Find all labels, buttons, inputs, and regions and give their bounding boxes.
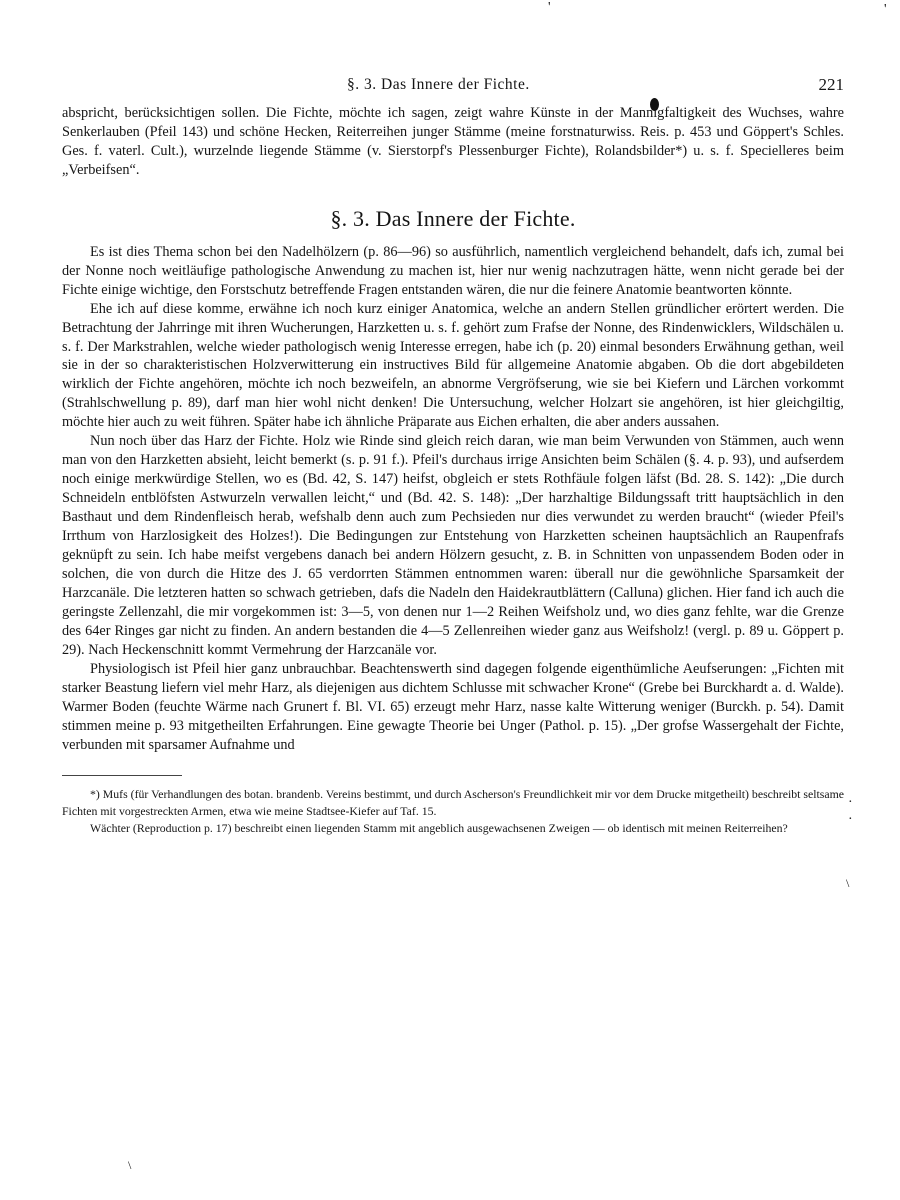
margin-stroke-mark: \ bbox=[846, 876, 850, 890]
margin-dot-mark-2: · bbox=[848, 812, 853, 827]
corner-tick-mark: ' bbox=[884, 2, 887, 17]
margin-dot-mark: · bbox=[848, 795, 853, 810]
page-number: 221 bbox=[818, 75, 844, 94]
footnotes bbox=[62, 786, 844, 837]
paragraph: Es ist dies Thema schon bei den Nadelhölzern (p. 86—96) so ausführlich, namentlich vergleichend behandelt, dafs ich, zumal bei der Nonne noch weitläufige pathologische Anwendung zu machen ist, hier nur wenig nachzutragen hätte, wenn nicht gerade bei der Fichte einige wichtige, den Forstschutz betreffende Fragen entstanden wären, die nur die feinere Anatomie beantworten könnte. bbox=[62, 243, 844, 298]
page-header bbox=[62, 76, 852, 98]
footnote: *) Mufs (für Verhandlungen des botan. brandenb. Vereins bestimmt, und durch Ascherson's Freundlichkeit mir vor dem Drucke mitgetheilt) beschreibt seltsame Fichten mit vorgestreckten Armen, etwa wie meine Stadtsee-Kiefer auf Taf. 15. bbox=[62, 786, 844, 818]
page-body bbox=[62, 104, 844, 837]
paragraph-continuation: abspricht, berücksichtigen sollen. Die Fichte, möchte ich sagen, zeigt wahre Künste in der Mannigfaltigkeit des Wuchses, wahre Senkerlauben (Pfeil 143) und schöne Hecken, Reiterreihen junger Stämme (meine forstnaturwiss. Reis. p. 453 und Göppert's Schles. Ges. f. vaterl. Cult.), wurzelnde liegende Stämme (v. Sierstorpf's Plessenburger Fichte), Rolandsbilder*) u. s. f. Specielleres beim „Verbeifsen“. bbox=[62, 105, 844, 178]
print-tick-mark: ' bbox=[548, 0, 551, 15]
footnote-divider bbox=[62, 775, 182, 776]
paragraph: Nun noch über das Harz der Fichte. Holz wie Rinde sind gleich reich daran, wie man beim Verwunden von Stämmen, auch wenn man von den Harzketten absieht, leicht bemerkt (s. p. 91 f.). Pfeil's durchaus irrige Ansichten beim Schälen (§. 4. p. 93), und aufserdem noch einige merkwürdige Stellen, wo es (Bd. 42, S. 147) heifst, obgleich er stets Rothfäule folgen läfst (Bd. 28. S. 142): „Die durch Schneideln entblöfsten Astwurzeln verwallen leicht,“ und (Bd. 42. S. 148): „Der harzhaltige Bildungssaft tritt hauptsächlich in den Basthaut und dem Rindenfleisch herab, wefshalb denn auch zum Pechsieden nur dies verwundet zu werden braucht“ (wieder Pfeil's Irrthum von Harzlosigkeit des Holzes!). Die Bedingungen zur Entstehung von Harzketten scheinen hauptsächlich an Raupenfrafs geknüpft zu sein. Ich habe meifst vergebens danach bei andern Hölzern gesucht, z. B. in Schnitten von unpassendem Boden oder in solchen, die von durch die Hitze des J. 65 verdorrten Stämmen entnommen waren: überall nur die gewöhnliche Sparsamkeit der Harzcanäle. Die letzteren hatten so schwach getrieben, dafs die Nadeln den Haidekrautblättern (Calluna) glichen. Hier fand ich auch die geringste Zellenzahl, die mir vorgekommen ist: 3—5, von denen nur 1—2 Reihen Weifsholz und, wo dies ganz fehlte, war die Grenze des 64er Ringes gar nicht zu finden. An andern bestanden die 4—5 Zellenreihen wieder ganz aus Weifsholz! (vergl. p. 89 u. Göppert p. 29). Nach Heckenschnitt kommt Vermehrung der Harzcanäle vor. bbox=[62, 433, 844, 658]
paragraph: Physiologisch ist Pfeil hier ganz unbrauchbar. Beachtenswerth sind dagegen folgende eigenthümliche Aeufserungen: „Fichten mit starker Beastung liefern viel mehr Harz, als diejenigen aus dichtem Schlusse mit schwacher Krone“ (Grebe bei Burckhardt a. d. Walde). Warmer Boden (feuchte Wärme nach Grunert f. Bl. VI. 65) erzeugt mehr Harz, nasse kalte Witterung weniger (Burckh. p. 54). Damit stimmen meine p. 93 mitgetheilten Erfahrungen. Eine gewagte Theorie bei Unger (Pathol. p. 15). „Der grofse Wassergehalt der Fichte, verbunden mit sparsamer Aufnahme und bbox=[62, 660, 844, 753]
paragraph: Ehe ich auf diese komme, erwähne ich noch kurz einiger Anatomica, welche an andern Stellen gründlicher erörtert werden. Die Betrachtung der Jahrringe mit ihren Wucherungen, Harzketten u. s. f. gehört zum Frafse der Nonne, des Rindenwicklers, Wildschälen u. s. f. Der Markstrahlen, welche wieder pathologisch wenig Interesse erregen, habe ich (p. 20) einmal besonders Erwähnung gethan, weil sie in der so charakteristischen Holzverwitterung ein instructives Bild für allgemeine Anatomie abgaben. Ob die dort abgebildeten wirklich der Fichte angehören, möchte ich noch bezweifeln, an abnorme Vergröfserung, wie sie bei Kiefern und Lärchen vorkommt (Strahlschwellung p. 89), darf man hier wohl nicht denken! Die Untersuchung, welcher Holzart sie angehören, ist hier gleichgiltig, möchte hier auch zu weit führen. Später habe ich ähnliche Präparate aus Eichen erhalten, die aber anders aussahen. bbox=[62, 300, 844, 431]
section-heading: §. 3. Das Innere der Fichte. bbox=[330, 205, 576, 231]
bottom-stroke-mark: \ bbox=[128, 1158, 132, 1172]
running-head: §. 3. Das Innere der Fichte. bbox=[347, 76, 530, 93]
footnote: Wächter (Reproduction p. 17) beschreibt einen liegenden Stamm mit angeblich ausgewachsenen Zweigen — ob identisch mit meinen Reiterreihen? bbox=[90, 820, 788, 835]
